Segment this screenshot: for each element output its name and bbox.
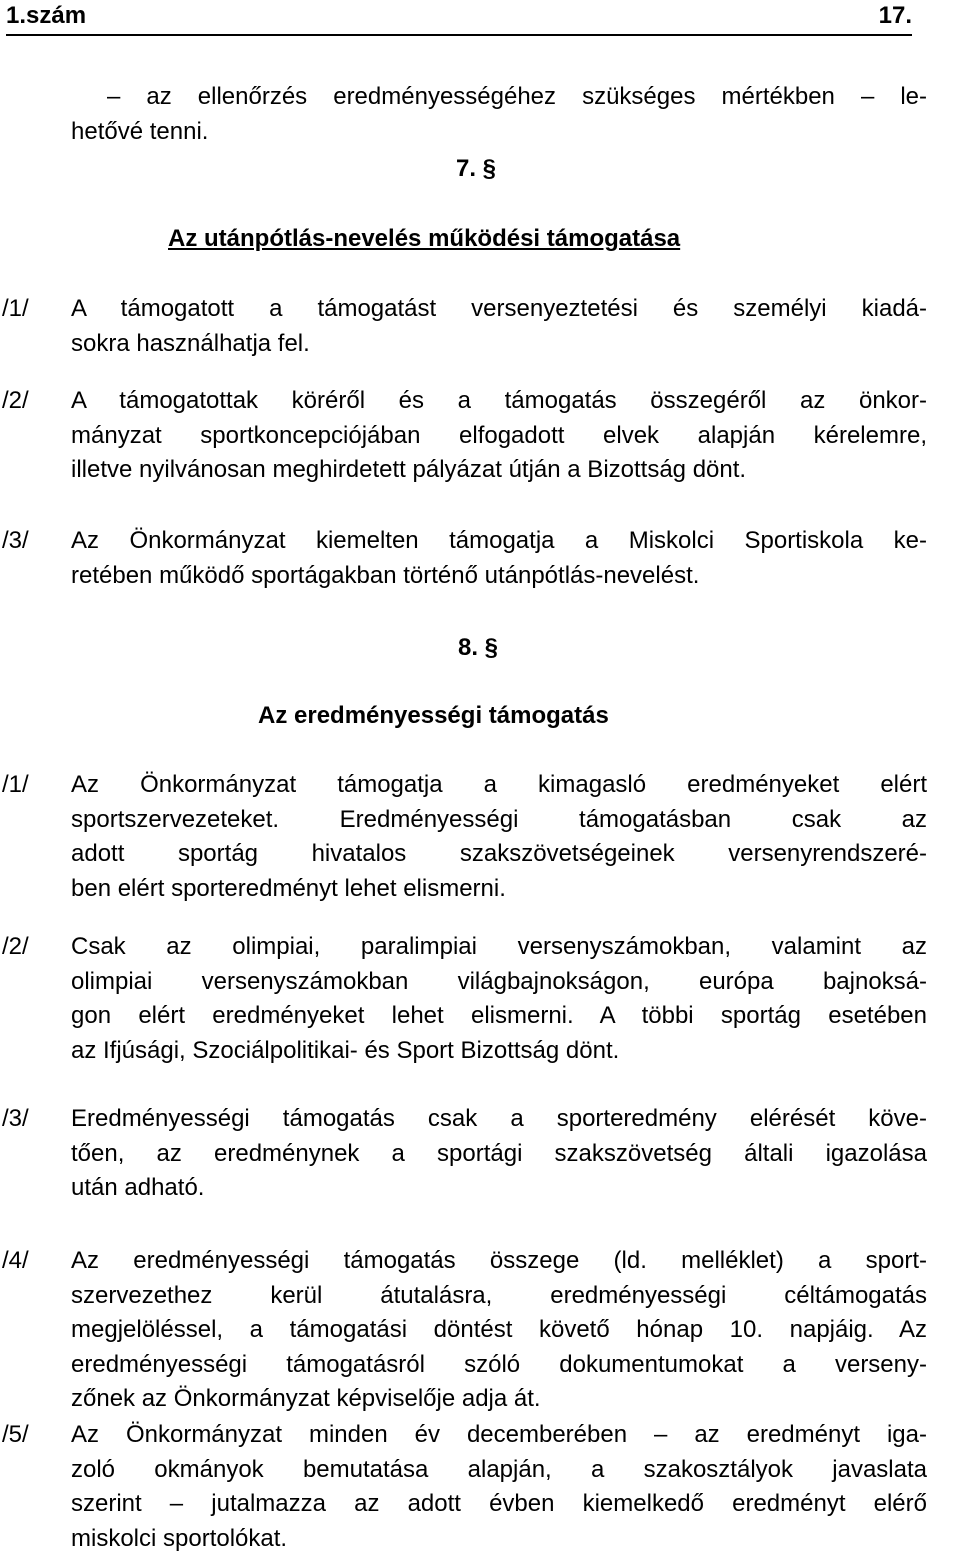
section-8-paragraph-5 bbox=[71, 1418, 927, 1556]
text-line: hetővé tenni. bbox=[71, 117, 209, 145]
text-line: illetve nyilvánosan meghirdetett pályázat útján a Bizottság dönt. bbox=[71, 456, 747, 483]
issue-number: 1.szám bbox=[6, 2, 87, 29]
section-7-title: Az utánpótlás-nevelés működési támogatása bbox=[168, 225, 681, 252]
text-line: Csak az olimpiai, paralimpiai versenyszámokban, valamint az bbox=[71, 933, 927, 960]
text-line: Az eredményességi támogatás összege (ld. melléklet) a sport- bbox=[71, 1247, 927, 1274]
text-line: miskolci sportolókat. bbox=[71, 1524, 288, 1552]
text-line: szerint – jutalmazza az adott évben kiemelkedő eredményt elérő bbox=[71, 1490, 927, 1517]
section-8-paragraph-3 bbox=[71, 1102, 927, 1206]
text-line: zoló okmányok bemutatása alapján, a szakosztályok javaslata bbox=[71, 1455, 927, 1483]
page-header bbox=[6, 0, 912, 36]
paragraph-number: /1/ bbox=[2, 295, 29, 322]
paragraph-number: /1/ bbox=[2, 771, 29, 798]
text-line: sokra használhatja fel. bbox=[71, 329, 310, 357]
text-line: sportszervezeteket. Eredményességi támogatásban csak az bbox=[71, 805, 927, 833]
text-line: olimpiai versenyszámokban világbajnokságon, európa bajnoksá- bbox=[71, 967, 927, 995]
text-line: Az Önkormányzat minden év decemberében – az eredményt iga- bbox=[71, 1421, 927, 1448]
section-8-paragraph-2 bbox=[71, 930, 927, 1068]
paragraph-number: /3/ bbox=[2, 1105, 29, 1132]
paragraph-number: /3/ bbox=[2, 527, 29, 554]
page-number: 17. bbox=[878, 2, 912, 29]
section-8-paragraph-4 bbox=[71, 1244, 927, 1417]
text-line: Az Önkormányzat kiemelten támogatja a Miskolci Sportiskola ke- bbox=[71, 527, 927, 554]
section-8-paragraph-1 bbox=[71, 768, 927, 906]
section-8-title: Az eredményességi támogatás bbox=[258, 702, 609, 729]
text-line: – az ellenőrzés eredményességéhez szükséges mértékben – le- bbox=[107, 83, 927, 110]
text-line: megjelöléssel, a támogatási döntést követő hónap 10. napjáig. Az bbox=[71, 1316, 927, 1343]
text-line: után adható. bbox=[71, 1174, 205, 1201]
text-line: az Ifjúsági, Szociálpolitikai- és Sport Bizottság dönt. bbox=[71, 1036, 620, 1064]
text-line: Az Önkormányzat támogatja a kimagasló eredményeket elért bbox=[71, 771, 927, 798]
text-line: gon elért eredményeket lehet elismerni. A többi sportág esetében bbox=[71, 1002, 927, 1029]
text-line: Eredményességi támogatás csak a sporteredmény elérését köve- bbox=[71, 1105, 927, 1132]
section-7-number: 7. § bbox=[456, 155, 497, 182]
section-7-paragraph-1 bbox=[71, 292, 927, 361]
text-line: zőnek az Önkormányzat képviselője adja át. bbox=[71, 1385, 541, 1412]
text-line: A támogatottak köréről és a támogatás összegéről az önkor- bbox=[71, 387, 927, 414]
text-line: adott sportág hivatalos szakszövetségeinek versenyrendszeré- bbox=[71, 840, 927, 867]
paragraph-number: /2/ bbox=[2, 933, 29, 960]
paragraph-number: /5/ bbox=[2, 1421, 29, 1448]
text-line: tően, az eredménynek a sportági szakszövetség általi igazolása bbox=[71, 1139, 927, 1167]
text-line: retében működő sportágakban történő utánpótlás-nevelést. bbox=[71, 561, 700, 589]
paragraph-number: /4/ bbox=[2, 1247, 29, 1274]
text-line: ben elért sporteredményt lehet elismerni. bbox=[71, 874, 506, 902]
text-line: eredményességi támogatásról szóló dokumentumokat a verseny- bbox=[71, 1350, 927, 1378]
text-line: A támogatott a támogatást versenyeztetési és személyi kiadá- bbox=[71, 295, 927, 322]
paragraph-number: /2/ bbox=[2, 387, 29, 414]
section-7-paragraph-3 bbox=[71, 524, 927, 593]
intro-paragraph bbox=[71, 80, 927, 149]
section-8-number: 8. § bbox=[458, 634, 499, 661]
text-line: mányzat sportkoncepciójában elfogadott elvek alapján kérelemre, bbox=[71, 421, 927, 449]
text-line: szervezethez kerül átutalásra, eredményességi céltámogatás bbox=[71, 1281, 927, 1309]
section-7-paragraph-2 bbox=[71, 384, 927, 488]
